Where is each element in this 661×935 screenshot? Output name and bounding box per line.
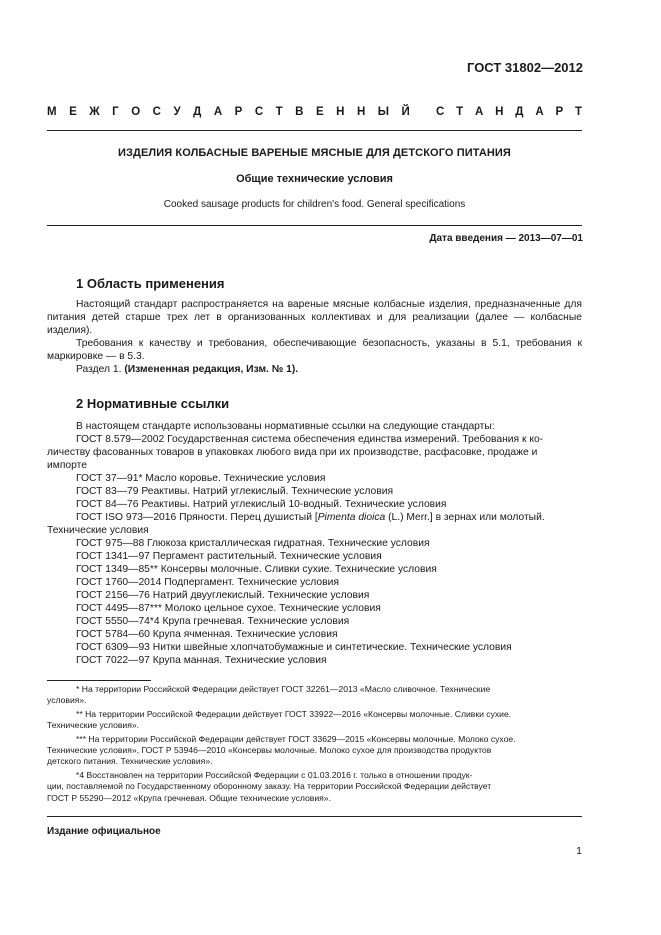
section-1-paragraph-2: Требования к качеству и требования, обеспечивающие безопасность, указаны в 5.1, требования к маркировке — в 5.3. — [47, 338, 582, 362]
official-edition-label: Издание официальное — [47, 826, 161, 837]
reference-text: ГОСТ ISO 973—2016 Пряности. Перец душистый [ — [76, 512, 318, 523]
reference-item: ГОСТ 37—91* Масло коровье. Технические условия — [76, 473, 326, 484]
section-1-body — [47, 298, 582, 376]
reference-item: ГОСТ 975—88 Глюкоза кристаллическая гидратная. Технические условия — [76, 538, 430, 549]
section-1-paragraph-3 — [47, 363, 582, 376]
footnote-3 — [47, 734, 582, 768]
latin-species-name: Pimenta dioica — [317, 512, 386, 523]
section-1-paragraph-1: Настоящий стандарт распространяется на вареные мясные колбасные изделия, предназначенные для питания детей старше трех лет в организованных коллективах и для реализации (далее — колбасные изделия). — [47, 299, 582, 336]
footnote-line: * На территории Российской Федерации действует ГОСТ 32261—2013 «Масло сливочное. Технические — [76, 684, 491, 694]
title-rule — [47, 225, 582, 226]
reference-item: ГОСТ 83—79 Реактивы. Натрий углекислый. Технические условия — [76, 486, 394, 497]
footnote-line: детского питания. Технические условия». — [47, 756, 213, 767]
footnote-rule — [47, 680, 151, 681]
edition-rule — [47, 816, 582, 817]
section-1-heading: 1 Область применения — [76, 276, 225, 291]
reference-item: ГОСТ 5550—74*4 Крупа гречневая. Технические условия — [76, 616, 350, 627]
footnotes — [47, 684, 582, 806]
reference-item-continued: импорте — [47, 460, 87, 471]
references-intro: В настоящем стандарте использованы нормативные ссылки на следующие стандарты: — [76, 421, 495, 432]
banner-rule — [47, 130, 582, 131]
standard-banner — [47, 106, 582, 118]
footnote-line: *** На территории Российской Федерации действует ГОСТ 33629—2015 «Консервы молочные. Молоко сухое. — [76, 733, 516, 744]
reference-item: ГОСТ 6309—93 Нитки швейные хлопчатобумажные и синтетические. Технические условия — [76, 642, 512, 653]
page-number: 1 — [576, 845, 582, 857]
footnote-line: ГОСТ Р 55290—2012 «Крупа гречневая. Общие технические условия». — [47, 792, 331, 803]
reference-item: ГОСТ 84—76 Реактивы. Натрий углекислый 10-водный. Технические условия — [76, 499, 447, 510]
reference-item: ГОСТ 1341—97 Пергамент растительный. Технические условия — [76, 551, 382, 562]
footnote-line: Технические условия», ГОСТ Р 53946—2010 «Консервы молочные. Молоко сухое для производства продуктов — [47, 745, 492, 756]
footnote-1 — [47, 684, 582, 707]
footnote-2 — [47, 709, 582, 732]
footnote-4 — [47, 770, 582, 804]
amendment-note: (Измененная редакция, Изм. № 1). — [124, 364, 299, 375]
document-subtitle: Общие технические условия — [236, 173, 393, 185]
reference-item — [47, 511, 582, 524]
footnote-line: *4 Восстановлен на территории Российской Федерации с 01.03.2016 г. только в отношении продук- — [76, 769, 473, 780]
footnote-line: Технические условия». — [47, 720, 140, 731]
footnote-line: условия». — [47, 695, 87, 706]
banner-word-interstate: М Е Ж Г О С У Д А Р С Т В Е Н Н Ы Й — [47, 106, 410, 118]
reference-item: ГОСТ 5784—60 Крупа ячменная. Технические условия — [76, 629, 338, 640]
reference-item: ГОСТ 2156—76 Натрий двууглекислый. Технические условия — [76, 590, 370, 601]
introduction-date: Дата введения — 2013—07—01 — [429, 233, 583, 244]
document-title: ИЗДЕЛИЯ КОЛБАСНЫЕ ВАРЕНЫЕ МЯСНЫЕ ДЛЯ ДЕТСКОГО ПИТАНИЯ — [118, 147, 511, 159]
amendment-prefix: Раздел 1. — [76, 364, 125, 375]
reference-item: ГОСТ 7022—97 Крупа манная. Технические условия — [76, 655, 327, 666]
reference-item-continued: личеству фасованных товаров в упаковках любого вида при их производстве, расфасовке, продаже и — [47, 447, 538, 458]
footnote-line: ции, поставляемой по Государственному оборонному заказу. На территории Российской Федерации действует — [47, 781, 492, 792]
footnote-line: ** На территории Российской Федерации действует ГОСТ 33922—2016 «Консервы молочные. Сливки сухие. — [76, 708, 512, 719]
reference-item: ГОСТ 4495—87*** Молоко цельное сухое. Технические условия — [76, 603, 381, 614]
reference-item-continued: Технические условия — [47, 525, 149, 536]
reference-item: ГОСТ 1349—85** Консервы молочные. Сливки сухие. Технические условия — [76, 564, 437, 575]
reference-item: ГОСТ 8.579—2002 Государственная система обеспечения единства измерений. Требования к ко- — [76, 434, 544, 445]
english-title: Cooked sausage products for children's food. General specifications — [163, 199, 466, 210]
normative-references-list — [47, 420, 582, 667]
reference-item: ГОСТ 1760—2014 Подпергамент. Технические условия — [76, 577, 339, 588]
section-2-heading: 2 Нормативные ссылки — [76, 396, 230, 411]
reference-text: (L.) Merr.] в зернах или молотый. — [385, 512, 545, 523]
document-code: ГОСТ 31802—2012 — [467, 60, 583, 75]
banner-word-standard: С Т А Н Д А Р Т — [436, 106, 582, 118]
